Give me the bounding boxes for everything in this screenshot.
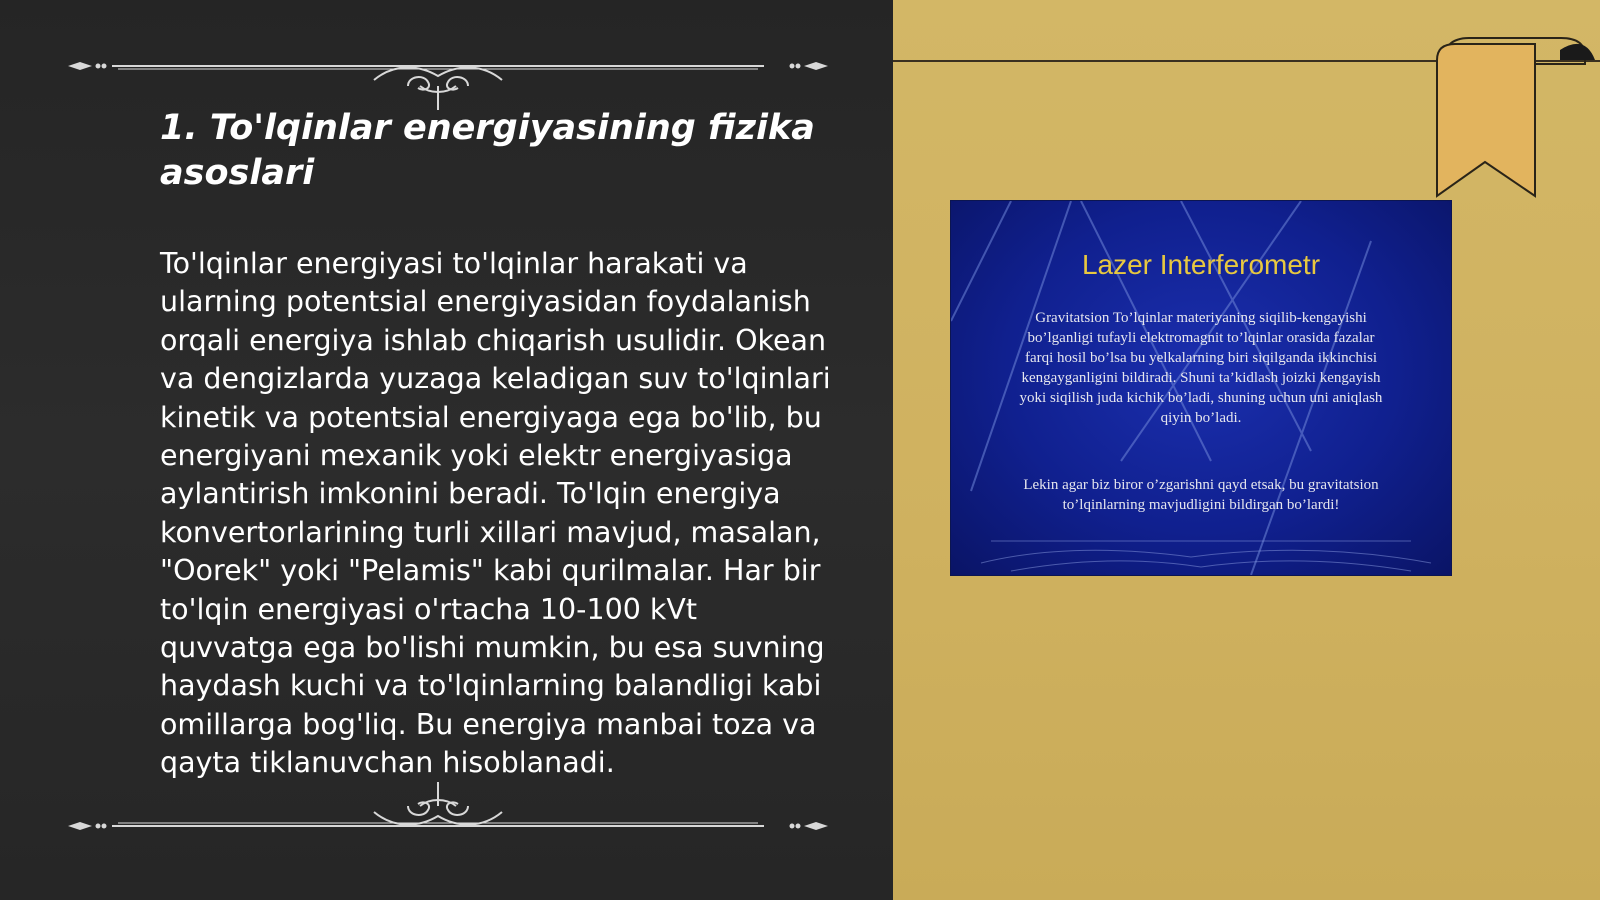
picture-paragraph-2: Lekin agar biz biror o’zgarishni qayd etsak, bu gravitatsion to’lqinlarning mavjudligini bildirgan bo’lardi!: [1023, 477, 1379, 513]
picture-paragraph-1: Gravitatsion To’lqinlar materiyaning siqilib-kengayishi bo’lganligi tufayli elektromagnit to’lqinlar orasida fazalar farqi hosil bo’lsa bu yelkalarning biri siqilganda ikkinchisi kengayganligini bildiradi. Shuni ta’kidlash joizki kengayish yoki siqilish juda kichik bo’ladi, shuning uchun uni aniqlash qiyin bo’ladi.: [1019, 310, 1383, 426]
divider-ornament-bottom-icon: [68, 782, 828, 842]
slide-body-text: To'lqinlar energiyasi to'lqinlar harakati va ularning potentsial energiyasidan foydalanish orqali energiya ishlab chiqarish usulidir. Okean va dengizlarda yuzaga keladigan suv to'lqinlari kinetik va potentsial energiyaga ega bo'lib, bu energiyani mexanik yoki elektr energiyasiga aylantirish imkonini beradi. To'lqin energiya konvertorlarining turli xillari mavjud, masalan, "Oorek" yoki "Pelamis" kabi qurilmalar. Har bir to'lqin energiyasi o'rtacha 10-100 kVt quvvatga ega bo'lishi mumkin, bu esa suvning haydash kuchi va to'lqinlarning balandligi kabi omillarga bog'liq. Bu energiya manbai toza va qayta tiklanuvchan hisoblanadi.: [160, 247, 831, 780]
slide-title: 1. To'lqinlar energiyasining fizika asoslari: [160, 108, 815, 193]
picture-title: Lazer Interferometr: [1081, 249, 1321, 280]
bookmark-ribbon-icon: [1435, 36, 1595, 201]
embedded-slide-picture: [950, 200, 1452, 576]
divider-ornament-top-icon: [68, 50, 828, 110]
